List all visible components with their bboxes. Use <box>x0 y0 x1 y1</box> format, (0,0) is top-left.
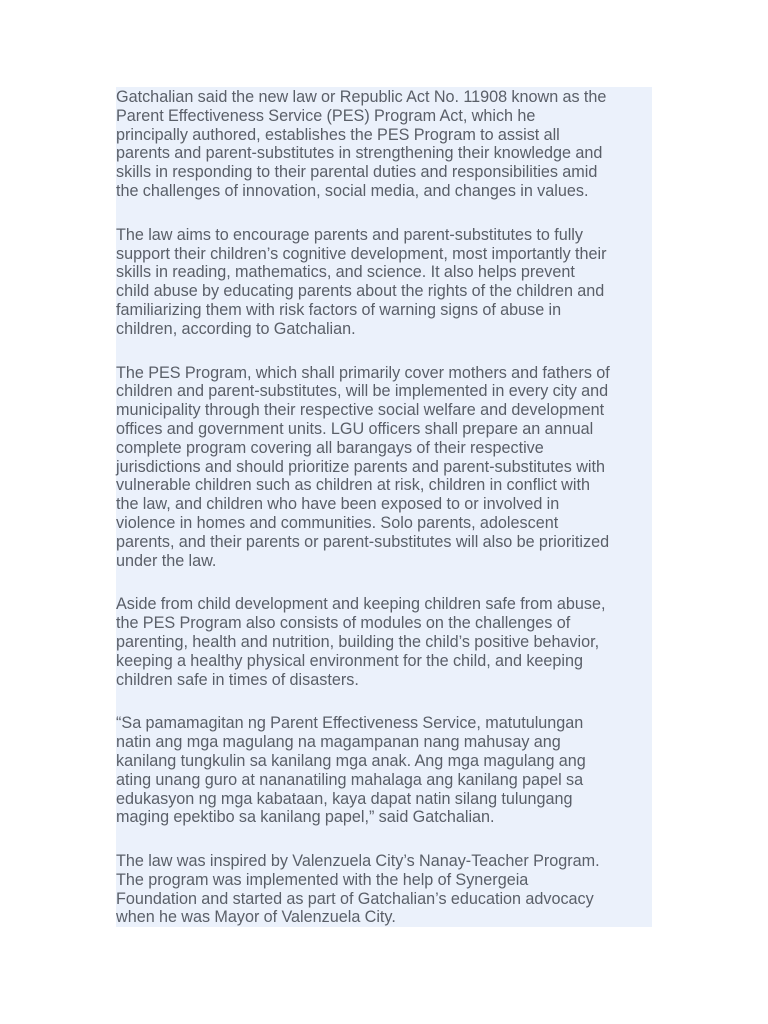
paragraph-line: skills in responding to their parental duties and responsibilities amid <box>116 163 598 182</box>
paragraph-line: kanilang tungkulin sa kanilang mga anak. Ang mga magulang ang <box>116 751 586 770</box>
paragraph-line: skills in reading, mathematics, and science. It also helps prevent <box>116 263 575 282</box>
paragraph-2 <box>116 225 652 339</box>
paragraph-gap <box>116 827 652 851</box>
paragraph-line: children, according to Gatchalian. <box>116 319 356 338</box>
paragraph-line: Gatchalian said the new law or Republic Act No. 11908 known as the <box>116 88 607 106</box>
paragraph-line: the challenges of innovation, social media, and changes in values. <box>116 181 589 200</box>
paragraph-line: vulnerable children such as children at risk, children in conflict with <box>116 476 590 495</box>
paragraph-line: The law was inspired by Valenzuela City’s Nanay-Teacher Program. <box>116 852 600 871</box>
paragraph-line: ating unang guro at nananatiling mahalaga ang kanilang papel sa <box>116 770 584 789</box>
paragraph-line: violence in homes and communities. Solo parents, adolescent <box>116 513 559 532</box>
paragraph-line: children safe in times of disasters. <box>116 670 359 689</box>
paragraph-line: parents and parent-substitutes in strengthening their knowledge and <box>116 144 603 163</box>
paragraph-line: the PES Program also consists of modules on the challenges of <box>116 614 571 633</box>
paragraph-line: Parent Effectiveness Service (PES) Program Act, which he <box>116 106 536 125</box>
paragraph-6 <box>116 851 652 927</box>
paragraph-line: jurisdictions and should prioritize parents and parent-substitutes with <box>116 457 605 476</box>
paragraph-line: parenting, health and nutrition, building the child’s positive behavior, <box>116 632 600 651</box>
paragraph-line: offices and government units. LGU officers shall prepare an annual <box>116 419 594 438</box>
paragraph-line: child abuse by educating parents about the rights of the children and <box>116 282 605 301</box>
article-body <box>116 87 652 927</box>
paragraph-line: The program was implemented with the help of Synergeia <box>116 870 529 889</box>
paragraph-line: keeping a healthy physical environment for the child, and keeping <box>116 651 584 670</box>
paragraph-3 <box>116 363 652 571</box>
paragraph-1 <box>116 87 652 201</box>
paragraph-line: parents, and their parents or parent-substitutes will also be prioritized <box>116 532 610 551</box>
paragraph-line: when he was Mayor of Valenzuela City. <box>116 908 396 927</box>
paragraph-5 <box>116 713 652 827</box>
paragraph-line: The PES Program, which shall primarily cover mothers and fathers of <box>116 363 610 382</box>
paragraph-line: under the law. <box>116 551 217 570</box>
paragraph-gap <box>116 201 652 225</box>
paragraph-gap <box>116 570 652 594</box>
paragraph-line: principally authored, establishes the PES Program to assist all <box>116 125 560 144</box>
paragraph-line: children and parent-substitutes, will be implemented in every city and <box>116 382 609 401</box>
paragraph-line: complete program covering all barangays of their respective <box>116 438 544 457</box>
paragraph-line: familiarizing them with risk factors of warning signs of abuse in <box>116 300 562 319</box>
paragraph-line: the law, and children who have been exposed to or involved in <box>116 495 560 514</box>
paragraph-line: maging epektibo sa kanilang papel,” said Gatchalian. <box>116 808 495 827</box>
paragraph-gap <box>116 339 652 363</box>
paragraph-line: support their children’s cognitive development, most importantly their <box>116 244 607 263</box>
paragraph-gap <box>116 689 652 713</box>
paragraph-line: The law aims to encourage parents and parent-substitutes to fully <box>116 225 583 244</box>
paragraph-4 <box>116 594 652 689</box>
paragraph-line: “Sa pamamagitan ng Parent Effectiveness Service, matutulungan <box>116 714 584 733</box>
paragraph-line: edukasyon ng mga kabataan, kaya dapat natin silang tulungang <box>116 789 573 808</box>
paragraph-line: Aside from child development and keeping children safe from abuse, <box>116 595 606 614</box>
paragraph-line: natin ang mga magulang na magampanan nang mahusay ang <box>116 733 561 752</box>
paragraph-line: Foundation and started as part of Gatchalian’s education advocacy <box>116 889 594 908</box>
paragraph-line: municipality through their respective social welfare and development <box>116 401 605 420</box>
